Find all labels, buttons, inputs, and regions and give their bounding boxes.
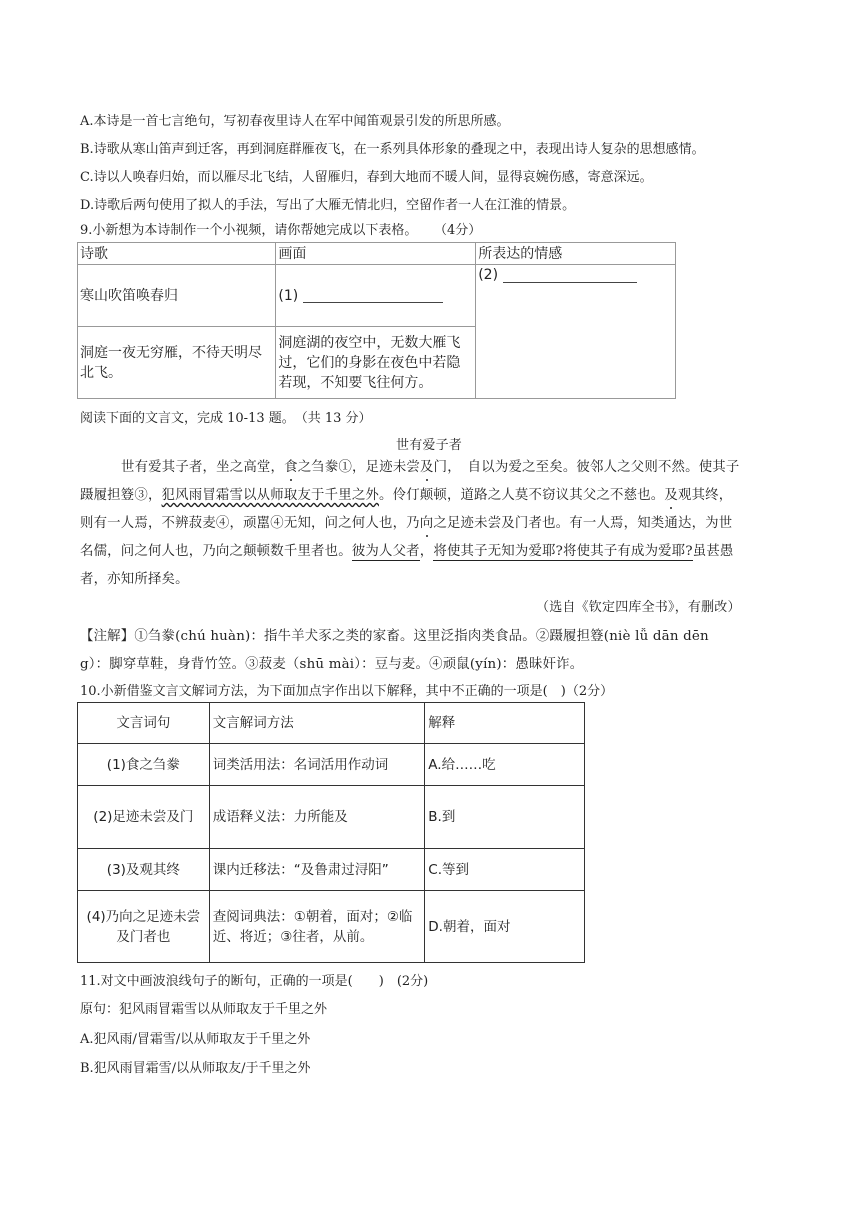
q11-option-a: A.犯风雨/冒霜雪/以从师取友于千里之外	[80, 1032, 311, 1047]
q11-original: 原句：犯风雨冒霜雪以从师取友于千里之外	[80, 1002, 328, 1017]
q10-row1-explanation: A.给……吃	[425, 744, 585, 786]
q10-table	[77, 702, 585, 963]
q9-emotion-cell	[476, 265, 676, 399]
q9-table	[77, 242, 676, 399]
notes-line-2: g）：脚穿草鞋，身背竹笠。③菽麦（shū mài）：豆与麦。④顽鼠(yín)：愚昧奸诈。	[80, 657, 584, 672]
passage-line-2: 蹑履担簦③，犯风雨冒霜雪以从师取友于千里之外。伶仃颠顿，道路之人莫不窃议其父之不慈也。及观其终，	[80, 486, 732, 506]
notes-line-1: 【注解】①刍豢(chú huàn)：指牛羊犬豕之类的家畜。这里泛指肉类食品。②蹑履担簦(niè lǚ dān dēn	[80, 629, 709, 644]
q11-option-b: B.犯风雨冒霜雪/以从师取友/于千里之外	[80, 1061, 311, 1076]
q10-row2-phrase: (2)足迹未尝及门	[78, 786, 210, 849]
q9-header-poem: 诗歌	[78, 243, 276, 265]
q10-header-phrase: 文言词句	[78, 703, 210, 744]
q9-score: （4分）	[433, 223, 482, 238]
q10-row3-method: 课内迁移法：“及鲁肃过浔阳”	[209, 849, 425, 891]
passage-line-4: 名儒，问之何人也，乃向之颠顿数千里者也。彼为人父者，将使其子无知为爱耶?将使其子有成为爱耶?虽甚愚	[80, 544, 734, 559]
q8-option-c: C.诗以人唤春归始，而以雁尽北飞结，人留雁归，春到大地而不暖人间，显得哀婉伤感，寄意深远。	[80, 170, 653, 185]
q9-row2-scene: 洞庭湖的夜空中，无数大雁飞过，它们的身影在夜色中若隐若现，不知要飞往何方。	[276, 327, 476, 399]
passage-line-5: 者，亦知所择矣。	[80, 572, 189, 587]
q10-header-explanation: 解释	[425, 703, 585, 744]
q9-header-emotion: 所表达的情感	[476, 243, 676, 265]
q9-row1-poem: 寒山吹笛唤春归	[78, 265, 276, 327]
q9-row1-scene	[276, 265, 476, 327]
q10-row1-phrase: (1)食之刍豢	[78, 744, 210, 786]
q8-option-d: D.诗歌后两句使用了拟人的手法，写出了大雁无情北归，空留作者一人在江淮的情景。	[80, 198, 576, 213]
passage-title: 世有爱子者	[396, 438, 463, 453]
q9-prompt-text: 9.小新想为本诗制作一个小视频，请你帮她完成以下表格。	[80, 223, 418, 238]
q8-option-b: B.诗歌从寒山笛声到迁客，再到洞庭群雁夜飞，在一系列具体形象的叠现之中，表现出诗人复杂的思想感情。	[80, 142, 705, 157]
q11-prompt: 11.对文中画波浪线句子的断句，正确的一项是( ) (2分)	[80, 974, 429, 989]
q10-row3-phrase: (3)及观其终	[78, 849, 210, 891]
reading-intro: 阅读下面的文言文，完成 10-13 题。 （共 13 分）	[80, 411, 372, 426]
q10-prompt: 10.小新借鉴文言文解词方法，为下面加点字作出以下解释，其中不正确的一项是( )（2分）	[80, 684, 614, 699]
q10-row1-method: 词类活用法：名词活用作动词	[209, 744, 425, 786]
q10-row3-explanation: C.等到	[425, 849, 585, 891]
q9-blank1-label: (1)	[278, 287, 299, 304]
q10-header-method: 文言解词方法	[209, 703, 425, 744]
q10-row2-explanation: B.到	[425, 786, 585, 849]
q10-row2-method: 成语释义法：力所能及	[209, 786, 425, 849]
q9-blank2-label: (2)	[478, 267, 499, 283]
q10-row4-method: 查阅词典法：①朝着，面对；②临近、将近；③往者，从前。	[209, 891, 425, 963]
passage-line-1: 世有爱其子者，坐之高堂，食之刍豢①，足迹未尝及门， 自以为爱之至矣。彼邻人之父则不然。使其子	[121, 458, 740, 478]
q10-row4-explanation: D.朝着，面对	[425, 891, 585, 963]
q9-header-scene: 画面	[276, 243, 476, 265]
passage-source: （选自《钦定四库全书》，有删改）	[536, 600, 741, 615]
q9-row2-poem: 洞庭一夜无穷雁，不待天明尽北飞。	[78, 327, 276, 399]
q9-answer-blank-2[interactable]	[503, 268, 637, 283]
q9-answer-blank-1[interactable]	[303, 288, 443, 303]
q10-row4-phrase: (4)乃向之足迹未尝及门者也	[78, 891, 210, 963]
passage-line-3: 则有一人焉，不辨菽麦④，顽嚚④无知，问之何人也，乃向之足迹未尝及门者也。有一人焉，知类通达，为世	[80, 514, 732, 534]
q8-option-a: A.本诗是一首七言绝句，写初春夜里诗人在军中闻笛观景引发的所思所感。	[80, 114, 510, 129]
q9-prompt	[80, 222, 481, 240]
